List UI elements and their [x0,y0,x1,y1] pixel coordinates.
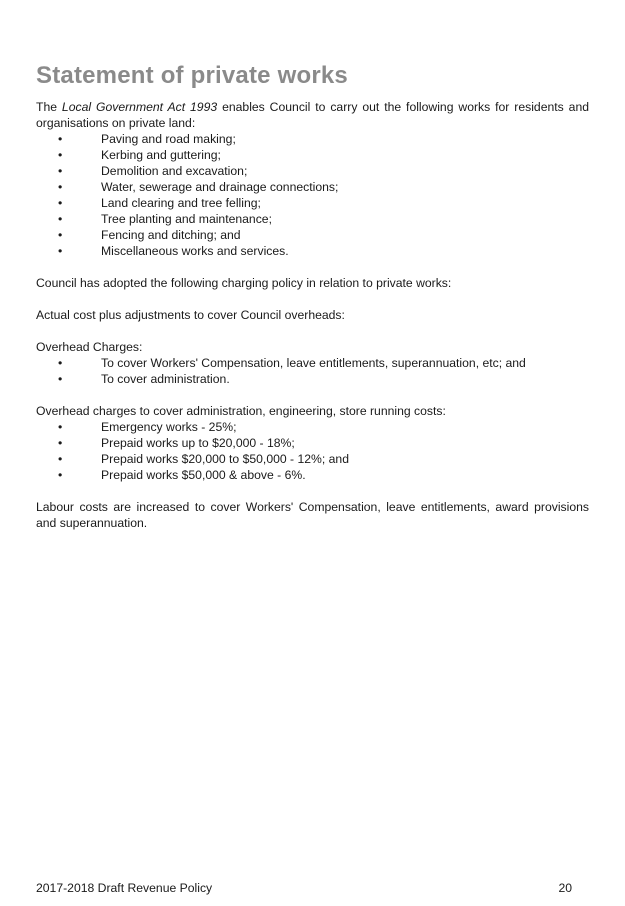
overhead-heading: Overhead Charges: [36,340,143,354]
policy-paragraph: Council has adopted the following charging policy in relation to private works: [36,276,452,290]
list-item-text: Demolition and excavation; [101,164,248,178]
overhead-costs-heading: Overhead charges to cover administration, engineering, store running costs: [36,404,446,418]
list-item-text: To cover administration. [101,372,230,386]
list-item-text: Paving and road making; [101,132,236,146]
bullet-icon: • [58,420,63,434]
bullet-icon: • [58,164,63,178]
list-item [36,355,589,371]
bullet-icon: • [58,132,63,146]
list-item-text: Prepaid works $50,000 & above - 6%. [101,468,306,482]
bullet-icon: • [58,436,63,450]
list-item [36,147,589,163]
bullet-icon: • [58,180,63,194]
bullet-icon: • [58,372,63,386]
list-item [36,163,589,179]
bullet-icon: • [58,452,63,466]
list-item [36,195,589,211]
spacer [36,387,589,403]
bullet-icon: • [58,356,63,370]
overhead-list [36,355,589,387]
labour-paragraph: Labour costs are increased to cover Workers' Compensation, leave entitlements, award provisions and superannuation. [36,500,589,530]
works-list [36,131,589,259]
list-item-text: Prepaid works $20,000 to $50,000 - 12%; and [101,452,349,466]
bullet-icon: • [58,196,63,210]
list-item [36,371,589,387]
list-item [36,243,589,259]
list-item [36,211,589,227]
act-name: Local Government Act 1993 [61,100,218,114]
bullet-icon: • [58,228,63,242]
spacer [36,259,589,275]
footer-document-title: 2017-2018 Draft Revenue Policy [36,881,213,895]
intro-suffix: enables Council to carry out the following works for residents and organisations on private land: [36,100,589,130]
spacer [36,483,589,499]
bullet-icon: • [58,468,63,482]
bullet-icon: • [58,244,63,258]
list-item [36,451,589,467]
list-item [36,467,589,483]
list-item-text: To cover Workers' Compensation, leave entitlements, superannuation, etc; and [101,356,526,370]
list-item [36,435,589,451]
intro-prefix: The [36,100,62,114]
page-number: 20 [558,881,572,895]
page-content [36,99,589,531]
bullet-icon: • [58,212,63,226]
spacer [36,323,589,339]
list-item-text: Kerbing and guttering; [101,148,221,162]
page-title: Statement of private works [36,62,348,89]
list-item-text: Miscellaneous works and services. [101,244,289,258]
list-item-text: Emergency works - 25%; [101,420,237,434]
overhead-costs-list [36,419,589,483]
list-item [36,179,589,195]
list-item [36,227,589,243]
list-item-text: Land clearing and tree felling; [101,196,261,210]
actual-cost-paragraph: Actual cost plus adjustments to cover Council overheads: [36,308,345,322]
intro-paragraph [36,99,589,131]
bullet-icon: • [58,148,63,162]
list-item [36,419,589,435]
spacer [36,291,589,307]
list-item-text: Water, sewerage and drainage connections; [101,180,339,194]
list-item [36,131,589,147]
list-item-text: Tree planting and maintenance; [101,212,272,226]
list-item-text: Fencing and ditching; and [101,228,241,242]
list-item-text: Prepaid works up to $20,000 - 18%; [101,436,295,450]
